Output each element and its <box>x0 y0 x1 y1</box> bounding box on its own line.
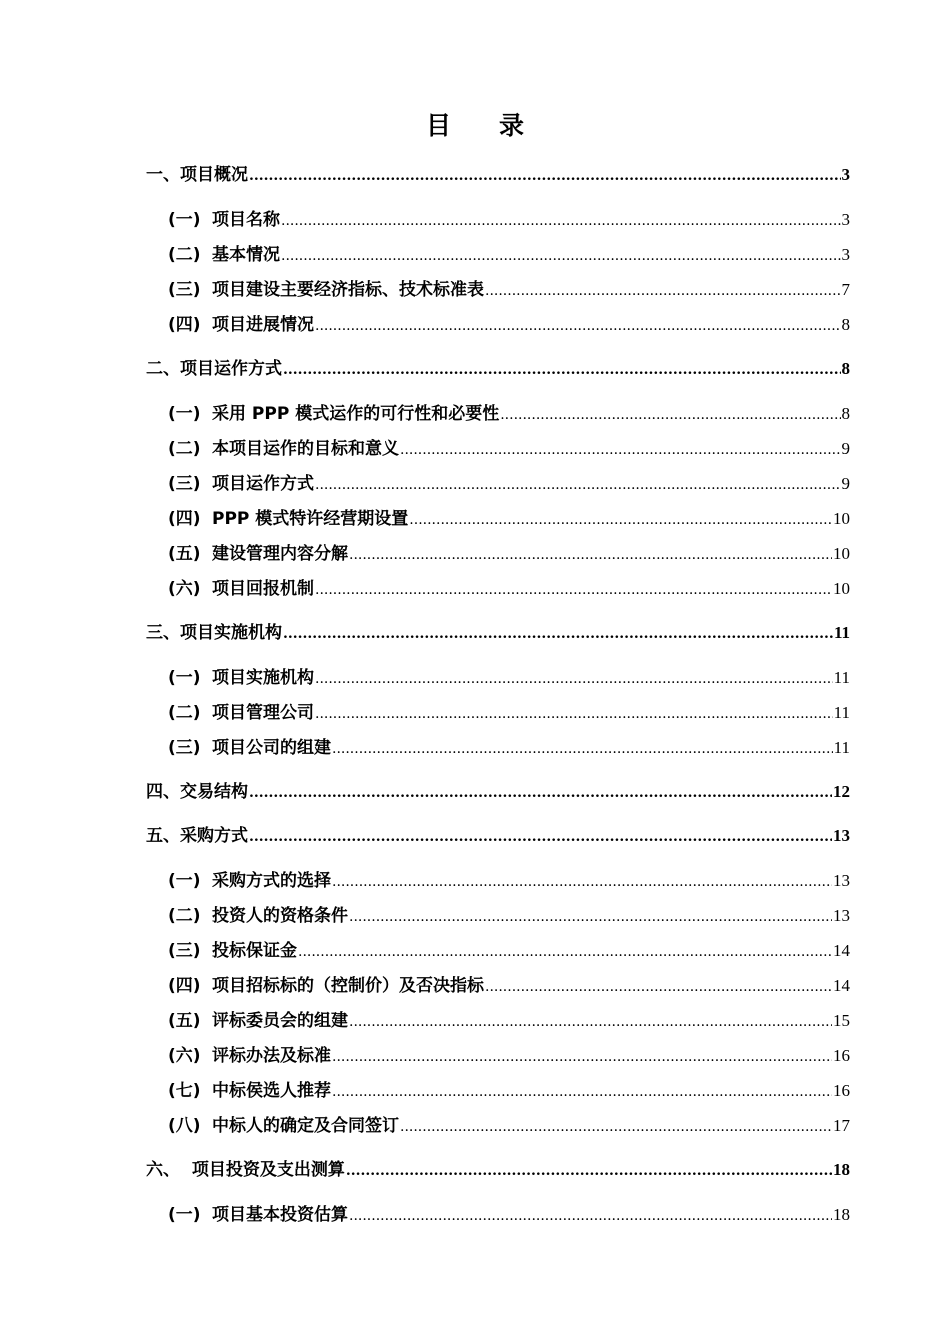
toc-entry-number: (一) <box>168 404 201 424</box>
toc-dot-leader <box>332 1045 832 1069</box>
toc-entry-label: 中标人的确定及合同签订 <box>212 1116 399 1136</box>
toc-dot-leader <box>500 403 840 427</box>
toc-page-number: 7 <box>841 280 850 299</box>
toc-dot-leader <box>298 940 832 964</box>
toc-subsection-entry[interactable] <box>168 243 850 267</box>
toc-page-number: 11 <box>833 668 850 687</box>
toc-dot-leader <box>349 1204 832 1228</box>
toc-entry-number: (六) <box>168 579 201 599</box>
toc-dot-leader <box>281 244 841 268</box>
toc-entry-number: (五) <box>168 1011 201 1031</box>
toc-page-number: 12 <box>833 782 850 801</box>
toc-entry-label: 投资人的资格条件 <box>212 906 348 926</box>
toc-page-number: 8 <box>841 404 850 423</box>
toc-entry-label: 项目招标标的（控制价）及否决指标 <box>212 976 484 996</box>
toc-dot-leader <box>400 438 841 462</box>
toc-entry-label: 评标办法及标准 <box>212 1046 331 1066</box>
toc-subsection-entry[interactable] <box>168 736 850 760</box>
toc-page-number: 18 <box>833 1205 850 1224</box>
toc-subsection-entry[interactable] <box>168 666 850 690</box>
toc-entry-number: (一) <box>168 210 201 230</box>
toc-page-number: 11 <box>833 623 850 642</box>
toc-page-number: 3 <box>841 165 850 184</box>
toc-entry-number: (八) <box>168 1116 201 1136</box>
toc-section-entry[interactable] <box>146 163 850 187</box>
toc-dot-leader <box>349 1010 832 1034</box>
toc-entry-label: 基本情况 <box>212 245 280 265</box>
toc-entry-number: (五) <box>168 544 201 564</box>
toc-entry-label: 本项目运作的目标和意义 <box>212 439 399 459</box>
toc-entry-label: 项目运作方式 <box>180 359 282 379</box>
toc-entry-number: (三) <box>168 738 201 758</box>
toc-entry-label: 项目基本投资估算 <box>212 1205 348 1225</box>
toc-entry-number: (四) <box>168 509 201 529</box>
toc-dot-leader <box>315 667 833 691</box>
toc-dot-leader <box>249 164 841 188</box>
toc-entry-label: 采购方式 <box>180 826 248 846</box>
toc-entry-label: 项目实施机构 <box>180 623 282 643</box>
toc-page-number: 9 <box>841 474 850 493</box>
toc-dot-leader <box>346 1159 832 1183</box>
toc-dot-leader <box>283 358 841 382</box>
toc-dot-leader <box>332 737 833 761</box>
toc-entry-number: (一) <box>168 668 201 688</box>
toc-entry-number: 五、 <box>146 826 180 846</box>
toc-title-char-2: 录 <box>499 111 525 140</box>
toc-page-number: 13 <box>833 906 850 925</box>
toc-dot-leader <box>315 702 833 726</box>
toc-entry-number: (六) <box>168 1046 201 1066</box>
toc-dot-leader <box>485 279 841 303</box>
toc-subsection-entry[interactable] <box>168 904 850 928</box>
toc-entry-label: 项目回报机制 <box>212 579 314 599</box>
toc-page-number: 18 <box>833 1160 850 1179</box>
toc-dot-leader <box>409 508 832 532</box>
toc-page-number: 14 <box>833 941 850 960</box>
toc-entry-label: 评标委员会的组建 <box>212 1011 348 1031</box>
toc-entry-label: 项目运作方式 <box>212 474 314 494</box>
toc-entry-number: 六、 <box>146 1160 180 1180</box>
toc-entry-label: 项目建设主要经济指标、技术标准表 <box>212 280 484 300</box>
toc-entry-number: (四) <box>168 315 201 335</box>
toc-subsection-entry[interactable] <box>168 313 850 337</box>
toc-page-number: 16 <box>833 1046 850 1065</box>
toc-entry-number: (三) <box>168 941 201 961</box>
toc-dot-leader <box>349 905 832 929</box>
toc-entry-number: 一、 <box>146 165 180 185</box>
toc-subsection-entry[interactable] <box>168 472 850 496</box>
toc-entry-label: 项目名称 <box>212 210 280 230</box>
toc-page-number: 10 <box>833 509 850 528</box>
toc-subsection-entry[interactable] <box>168 939 850 963</box>
toc-entry-number: 四、 <box>146 782 180 802</box>
toc-dot-leader <box>283 622 833 646</box>
toc-entry-number: (二) <box>168 439 201 459</box>
toc-entry-number: (七) <box>168 1081 201 1101</box>
toc-page-number: 14 <box>833 976 850 995</box>
toc-subsection-entry[interactable] <box>168 402 850 426</box>
toc-page-number: 9 <box>841 439 850 458</box>
toc-entry-number: (一) <box>168 871 201 891</box>
toc-section-entry[interactable] <box>146 621 850 645</box>
toc-subsection-entry[interactable] <box>168 507 850 531</box>
toc-page-number: 11 <box>833 738 850 757</box>
toc-section-entry[interactable] <box>146 357 850 381</box>
toc-entry-number: 二、 <box>146 359 180 379</box>
toc-page-number: 3 <box>841 210 850 229</box>
toc-subsection-entry[interactable] <box>168 701 850 725</box>
toc-page-number: 3 <box>841 245 850 264</box>
toc-entry-number: (三) <box>168 280 201 300</box>
toc-entry-number: (二) <box>168 245 201 265</box>
toc-entry-number: (二) <box>168 906 201 926</box>
toc-entry-label: 投标保证金 <box>212 941 297 961</box>
toc-entry-label: 项目进展情况 <box>212 315 314 335</box>
toc-entry-label: 项目概况 <box>180 165 248 185</box>
toc-subsection-entry[interactable] <box>168 1009 850 1033</box>
toc-entry-label: 采用 PPP 模式运作的可行性和必要性 <box>212 404 500 424</box>
toc-dot-leader <box>332 1080 832 1104</box>
toc-section-entry[interactable] <box>146 824 850 848</box>
toc-dot-leader <box>249 781 832 805</box>
toc-page-number: 10 <box>833 579 850 598</box>
toc-dot-leader <box>400 1115 832 1139</box>
toc-dot-leader <box>349 543 832 567</box>
toc-entry-number: (三) <box>168 474 201 494</box>
toc-entry-label: PPP 模式特许经营期设置 <box>212 509 409 529</box>
toc-subsection-entry[interactable] <box>168 1203 850 1227</box>
toc-page-number: 8 <box>841 315 850 334</box>
toc-subsection-entry[interactable] <box>168 974 850 998</box>
toc-entry-number: (二) <box>168 703 201 723</box>
toc-entry-label: 中标侯选人推荐 <box>212 1081 331 1101</box>
toc-dot-leader <box>315 578 832 602</box>
toc-subsection-entry[interactable] <box>168 437 850 461</box>
toc-dot-leader <box>281 209 841 233</box>
toc-page-number: 13 <box>833 826 850 845</box>
toc-subsection-entry[interactable] <box>168 1114 850 1138</box>
toc-subsection-entry[interactable] <box>168 869 850 893</box>
toc-page-number: 13 <box>833 871 850 890</box>
toc-subsection-entry[interactable] <box>168 1044 850 1068</box>
toc-subsection-entry[interactable] <box>168 1079 850 1103</box>
toc-subsection-entry[interactable] <box>168 577 850 601</box>
toc-dot-leader <box>485 975 832 999</box>
toc-section-entry[interactable] <box>146 780 850 804</box>
toc-title-char-1: 目 <box>425 111 451 140</box>
toc-page-number: 10 <box>833 544 850 563</box>
toc-dot-leader <box>249 825 832 849</box>
toc-page-number: 11 <box>833 703 850 722</box>
toc-entry-number: (四) <box>168 976 201 996</box>
toc-dot-leader <box>332 870 832 894</box>
toc-page-number: 8 <box>841 359 850 378</box>
toc-entry-label: 建设管理内容分解 <box>212 544 348 564</box>
toc-subsection-entry[interactable] <box>168 208 850 232</box>
toc-entry-label: 项目投资及支出测算 <box>180 1160 345 1180</box>
toc-entry-number: 三、 <box>146 623 180 643</box>
toc-page-number: 16 <box>833 1081 850 1100</box>
toc-entry-label: 项目实施机构 <box>212 668 314 688</box>
toc-page-number: 17 <box>833 1116 850 1135</box>
toc-entry-label: 交易结构 <box>180 782 248 802</box>
toc-subsection-entry[interactable] <box>168 278 850 302</box>
toc-entry-label: 项目公司的组建 <box>212 738 331 758</box>
toc-dot-leader <box>315 314 841 338</box>
toc-dot-leader <box>315 473 841 497</box>
toc-page-number: 15 <box>833 1011 850 1030</box>
toc-section-entry[interactable] <box>146 1158 850 1182</box>
toc-entry-number: (一) <box>168 1205 201 1225</box>
toc-entry-label: 项目管理公司 <box>212 703 314 723</box>
toc-subsection-entry[interactable] <box>168 542 850 566</box>
toc-entry-label: 采购方式的选择 <box>212 871 331 891</box>
